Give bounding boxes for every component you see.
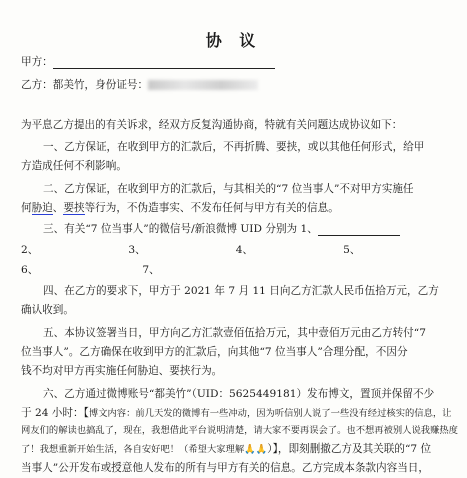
party-a-blank (53, 68, 275, 69)
clause-5-line-2: 位当事人”。乙方确保在收到甲方的汇款后，向其他“7 位当事人”合理分配，不因分 (21, 346, 408, 358)
party-b-row (21, 78, 258, 92)
party-b-value: 都美竹，身份证号： (52, 79, 149, 91)
clause-2-text-a: 何 (21, 202, 32, 214)
intro-text: 为平息乙方提出的有关诉求，经双方反复沟通协商，特就有关问题达成协议如下： (21, 119, 403, 131)
slot-3: 3、 (128, 244, 146, 256)
clause-5-line-1: 五、本协议签署当日，甲方向乙方汇款壹佰伍拾万元，其中壹佰万元由乙方转付“7 (43, 327, 426, 339)
clause-3-slots-row-1 (21, 243, 360, 257)
slot-1-blank (318, 235, 400, 236)
clause-2-line-1: 二、乙方保证，在收到甲方的汇款后，与其相关的“7 位当事人”不对甲方实施任 (43, 183, 414, 195)
clause-6-text-a: 于 24 小时：【 (21, 407, 89, 419)
redacted-id-number (148, 80, 258, 90)
party-a-row (21, 55, 275, 69)
underlined-coercion: 胁迫 (31, 202, 53, 214)
clause-3-line-1 (43, 222, 400, 236)
clause-6-text-b: ）】，即刻删撤乙方及其关联的“7 位 (267, 443, 432, 455)
weibo-post-content-3: 了！我想重新开始生活，各自安好吧！（希望大家理解🙏🙏 (21, 444, 268, 455)
clause-2-text-e: 等行为，不伪造事实、不发布任何与甲方有关的信息。 (84, 202, 339, 214)
clause-6-line-4 (21, 442, 431, 457)
clause-2-line-2 (21, 201, 339, 215)
slot-6: 6、 (21, 264, 39, 276)
slot-5: 5、 (343, 244, 361, 256)
slot-4: 4、 (235, 244, 254, 256)
slot-2: 2、 (21, 244, 39, 256)
weibo-post-content-2: 网友们的解读也搞乱了，现在，我想借此平台说明清楚，请大家不要再误会了。也不想再被别人说我赚热度 (21, 425, 458, 436)
weibo-post-content: 博文内容：前几天发的微博有一些冲动，因为听信别人说了一些没有经过核实的信息，让 (88, 408, 452, 419)
clause-4-line-1: 四、在乙方的要求下，甲方于 2021 年 7 月 11 日向乙方汇款人民币伍拾万元，乙方 (43, 285, 439, 297)
clause-3-text: 三、有关“7 位当事人”的微信号/新浪微博 UID 分别为 1、 (43, 223, 318, 235)
clause-3-slots-row-2 (21, 263, 160, 277)
clause-6-line-1: 六、乙方通过微博账号“都美竹”（UID：5625449181）发布博文，置顶并保留不少 (43, 388, 435, 400)
party-b-label: 乙方： (21, 79, 53, 91)
clause-4-line-2: 确认收到。 (21, 304, 74, 316)
clause-6-line-2 (21, 406, 451, 421)
slot-7: 7、 (142, 264, 160, 276)
clause-5-line-3: 钱不均对甲方再实施任何胁迫、要挟行为。 (21, 365, 223, 377)
clause-1-line-1: 一、乙方保证，在收到甲方的汇款后，不再折腾、要挟，或以其他任何形式，给甲 (43, 141, 425, 153)
underlined-extortion: 要挟 (63, 202, 85, 214)
document-title: 协 议 (205, 31, 262, 50)
clause-2-text-c: 、 (52, 202, 64, 214)
party-a-label: 甲方： (21, 56, 53, 68)
clause-1-line-2: 方造成任何不利影响。 (21, 160, 127, 172)
clause-6-line-5: 当事人”公开发布或授意他人发布的所有与甲方有关的信息。乙方完成本条款内容当日， (21, 462, 429, 474)
